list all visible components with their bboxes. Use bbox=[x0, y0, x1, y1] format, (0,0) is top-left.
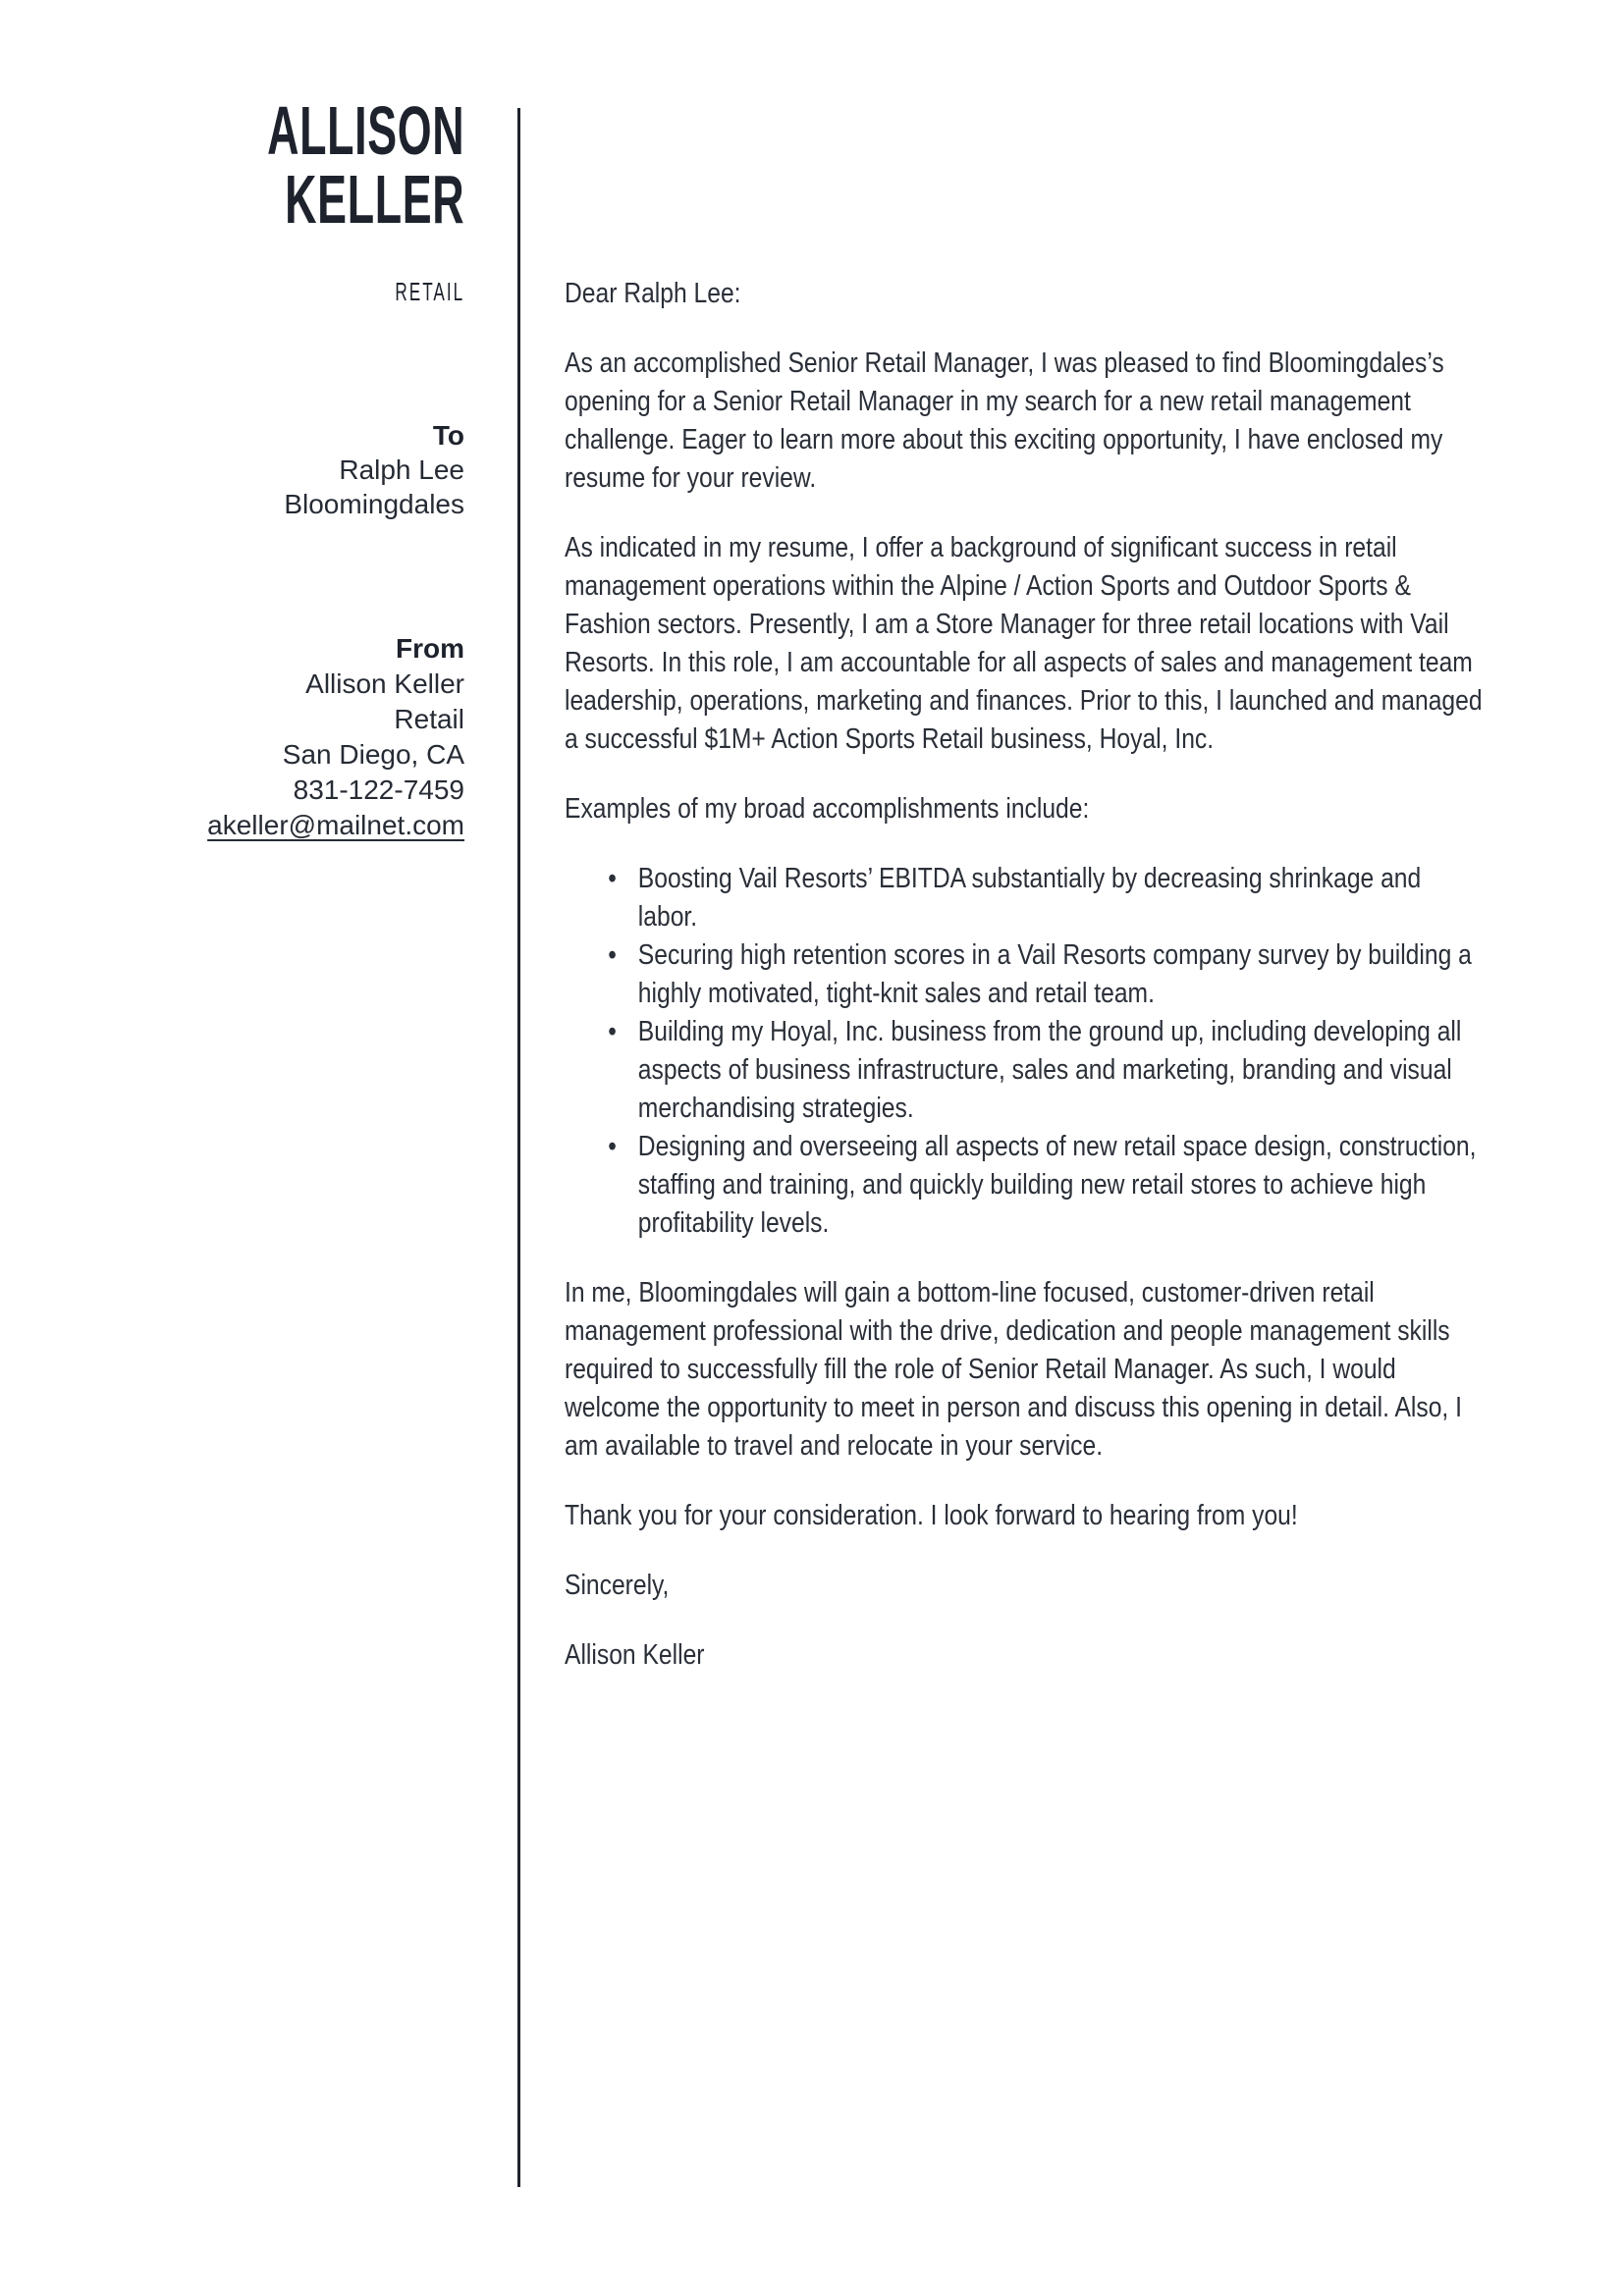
accomplishments-list bbox=[565, 860, 1483, 1243]
value-paragraph: In me, Bloomingdales will gain a bottom-line focused, customer-driven retail management professional with the drive, dedication and people management skills required to successfully fill the role of Senior Retail Manager. As such, I would welcome the opportunity to meet in person and discuss this opening in detail. Also, I am available to travel and relocate in your service. bbox=[565, 1277, 1462, 1462]
sender-location: San Diego, CA bbox=[282, 739, 464, 770]
accomplishment-item: • Securing high retention scores in a Vail Resorts company survey by building a highly motivated, tight-knit sales and retail team. bbox=[565, 936, 1483, 1013]
to-label: To bbox=[432, 420, 464, 451]
accomplishment-item: • Designing and overseeing all aspects of new retail space design, construction, staffing and training, and quickly building new retail stores to achieve high profitability levels. bbox=[565, 1128, 1483, 1243]
candidate-last-name: KELLER bbox=[284, 161, 464, 238]
sidebar bbox=[0, 0, 517, 2296]
candidate-first-name: ALLISON bbox=[266, 92, 464, 169]
accomplishment-item: • Building my Hoyal, Inc. business from the ground up, including developing all aspects of business infrastructure, sales and marketing, branding and visual merchandising strategies. bbox=[565, 1013, 1483, 1128]
sender-name: Allison Keller bbox=[305, 668, 464, 699]
letter-body bbox=[565, 275, 1483, 1675]
thank-you-paragraph: Thank you for your consideration. I look forward to hearing from you! bbox=[565, 1500, 1298, 1531]
sender-email-link[interactable]: akeller@mailnet.com bbox=[207, 810, 464, 840]
signoff: Sincerely, bbox=[565, 1570, 670, 1601]
recipient-company: Bloomingdales bbox=[284, 489, 464, 519]
intro-paragraph: As an accomplished Senior Retail Manager, I was pleased to find Bloomingdales’s opening for a Senior Retail Manager in my search for a new retail management challenge. Eager to learn more about this exciting opportunity, I have enclosed my resume for your review. bbox=[565, 347, 1444, 494]
from-label: From bbox=[396, 633, 464, 664]
profession-label: RETAIL bbox=[395, 277, 464, 306]
signature-name: Allison Keller bbox=[565, 1639, 705, 1671]
accomplishments-intro: Examples of my broad accomplishments include: bbox=[565, 793, 1090, 825]
salutation: Dear Ralph Lee: bbox=[565, 278, 741, 309]
sender-block bbox=[207, 631, 464, 843]
sender-profession: Retail bbox=[394, 704, 464, 734]
recipient-block bbox=[284, 418, 464, 521]
accomplishment-item: • Boosting Vail Resorts’ EBITDA substantially by decreasing shrinkage and labor. bbox=[565, 860, 1483, 936]
background-paragraph: As indicated in my resume, I offer a background of significant success in retail management operations within the Alpine / Action Sports and Outdoor Sports & Fashion sectors. Presently, I am a Store Manager for three retail locations with Vail Resorts. In this role, I am accountable for all aspects of sales and management team leadership, operations, marketing and finances. Prior to this, I launched and managed a successful $1M+ Action Sports Retail business, Hoyal, Inc. bbox=[565, 532, 1483, 755]
sender-phone: 831-122-7459 bbox=[293, 774, 464, 805]
candidate-name bbox=[266, 92, 464, 238]
recipient-name: Ralph Lee bbox=[339, 454, 464, 485]
vertical-divider bbox=[517, 108, 520, 2187]
